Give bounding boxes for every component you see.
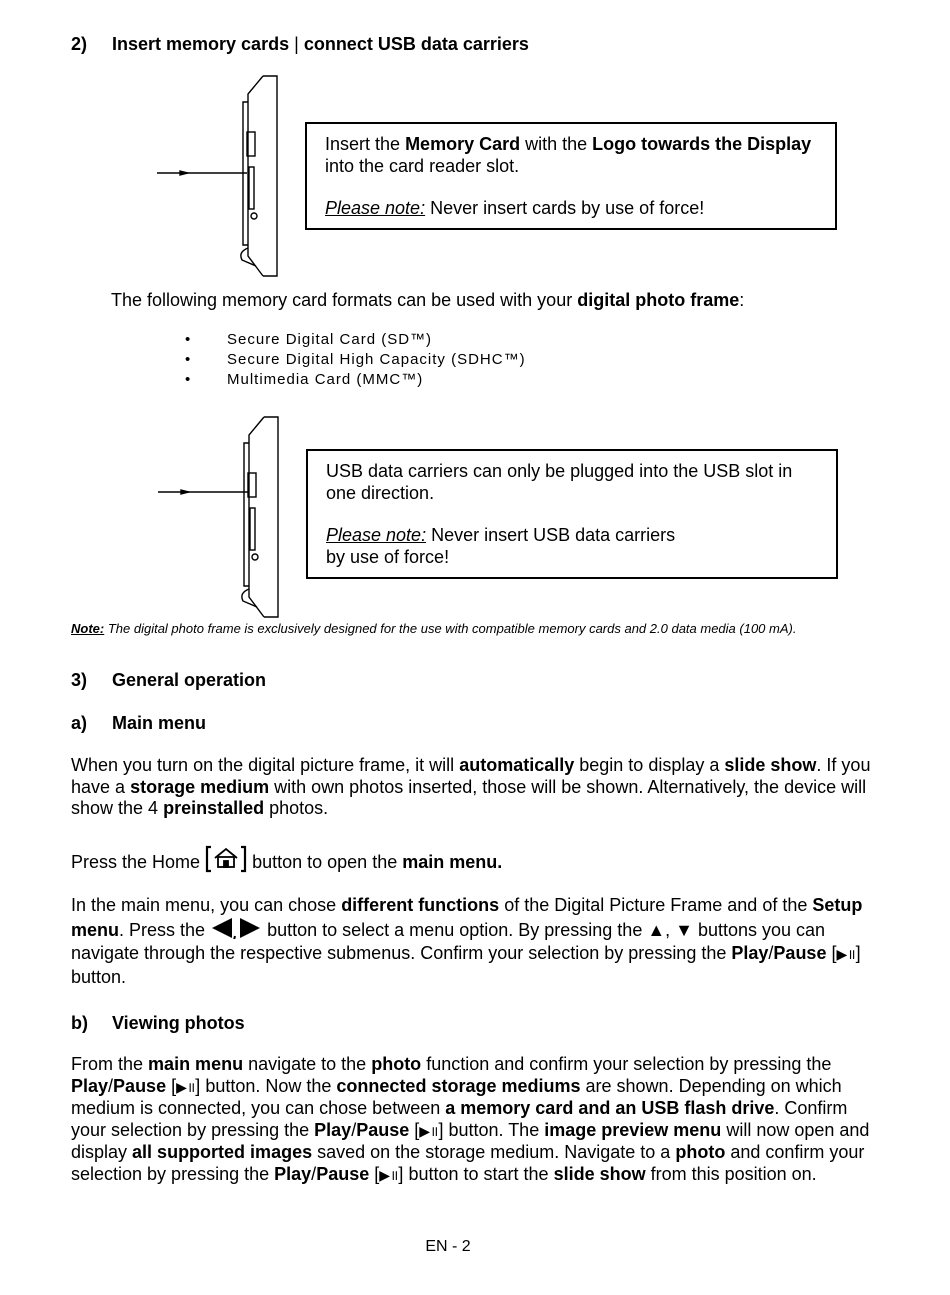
please-note: Please note: Never insert cards by use of force!: [325, 198, 705, 218]
list-item: • Secure Digital High Capacity (SDHC™): [185, 351, 526, 368]
please-note-line-2: by use of force!: [326, 546, 450, 567]
please-note-label: Please note:: [325, 198, 426, 218]
section-number: 2): [71, 34, 88, 54]
play-pause-icon: [▶॥]: [374, 1163, 404, 1184]
section-3-heading: [71, 669, 771, 691]
formats-intro: The following memory card formats can be used with your digital photo frame:: [111, 290, 745, 310]
main-menu-intro-paragraph: When you turn on the digital picture frame, it will automatically begin to display a slide show. If you have a storage medium with own photos inserted, those will be shown. Alternatively, the device will show the 4 preinstalled photos.: [71, 755, 871, 819]
section-title: General operation: [112, 670, 267, 690]
page-number: EN - 2: [425, 1238, 471, 1255]
list-item: • Multimedia Card (MMC™): [185, 371, 424, 388]
play-pause-icon: [▶॥]: [171, 1075, 201, 1096]
left-right-arrows-icon: [210, 917, 262, 939]
section-number: a): [71, 713, 88, 733]
section-number: 3): [71, 670, 88, 690]
please-note: Please note: Never insert USB data carriers: [326, 525, 676, 545]
section-a-heading: [71, 712, 771, 734]
section-b-heading: [71, 1012, 771, 1034]
please-note-label: Please note:: [326, 525, 427, 545]
instruction-text: Insert the Memory Card with the Logo towards the Display into the card reader slot.: [325, 134, 812, 176]
card-formats-list: [185, 330, 685, 390]
section-title: Viewing photos: [112, 1013, 245, 1033]
usb-instruction-box: [306, 449, 838, 579]
home-button-icon: [205, 845, 247, 873]
heading-separator: |: [294, 34, 299, 54]
list-item: • Secure Digital Card (SD™): [185, 331, 433, 348]
section-2-heading: [71, 33, 771, 55]
section-title: Main menu: [112, 713, 207, 733]
home-button-paragraph: Press the Home button to open the main menu.: [71, 845, 876, 874]
usb-text-line-1: USB data carriers can only be plugged into the USB slot in: [326, 461, 793, 481]
memory-card-instruction-box: [305, 122, 837, 230]
photo-frame-side-illustration: [150, 70, 285, 282]
photo-frame-usb-illustration: [151, 411, 286, 623]
heading-part-b: connect USB data carriers: [303, 34, 529, 54]
heading-part-a: Insert memory cards: [112, 34, 290, 54]
viewing-photos-paragraph: From the main menu navigate to the photo function and confirm your selection by pressing the Play/Pause [▶॥] button. Now the connected storage mediums are shown. Depending on which medium is connected, you can chose between a memory card and an USB flash drive. Confirm your selection by pressing the Play/Pause [▶॥] button. The image preview menu will now open and display all supported images saved on the storage medium. Navigate to a photo and confirm your selection by pressing the Play/Pause [▶॥] button to start the slide show from this position on.: [71, 1054, 870, 1184]
main-menu-functions-paragraph: In the main menu, you can chose different functions of the Digital Picture Frame and of the Setup menu. Press the button to select a menu option. By pressing the ▲, ▼ buttons you can navigate through the respective submenus. Confirm your selection by pressing the Play/Pause [▶॥] button.: [71, 895, 863, 987]
section-number: b): [71, 1013, 88, 1033]
usb-text-line-2: one direction.: [326, 482, 435, 503]
play-pause-icon: [▶॥]: [831, 943, 861, 963]
play-pause-icon: [▶॥]: [414, 1119, 444, 1140]
compatibility-note: Note: The digital photo frame is exclusively designed for the use with compatible memory cards and 2.0 data media (100 mA).: [71, 621, 797, 636]
note-label: Note:: [71, 621, 105, 636]
